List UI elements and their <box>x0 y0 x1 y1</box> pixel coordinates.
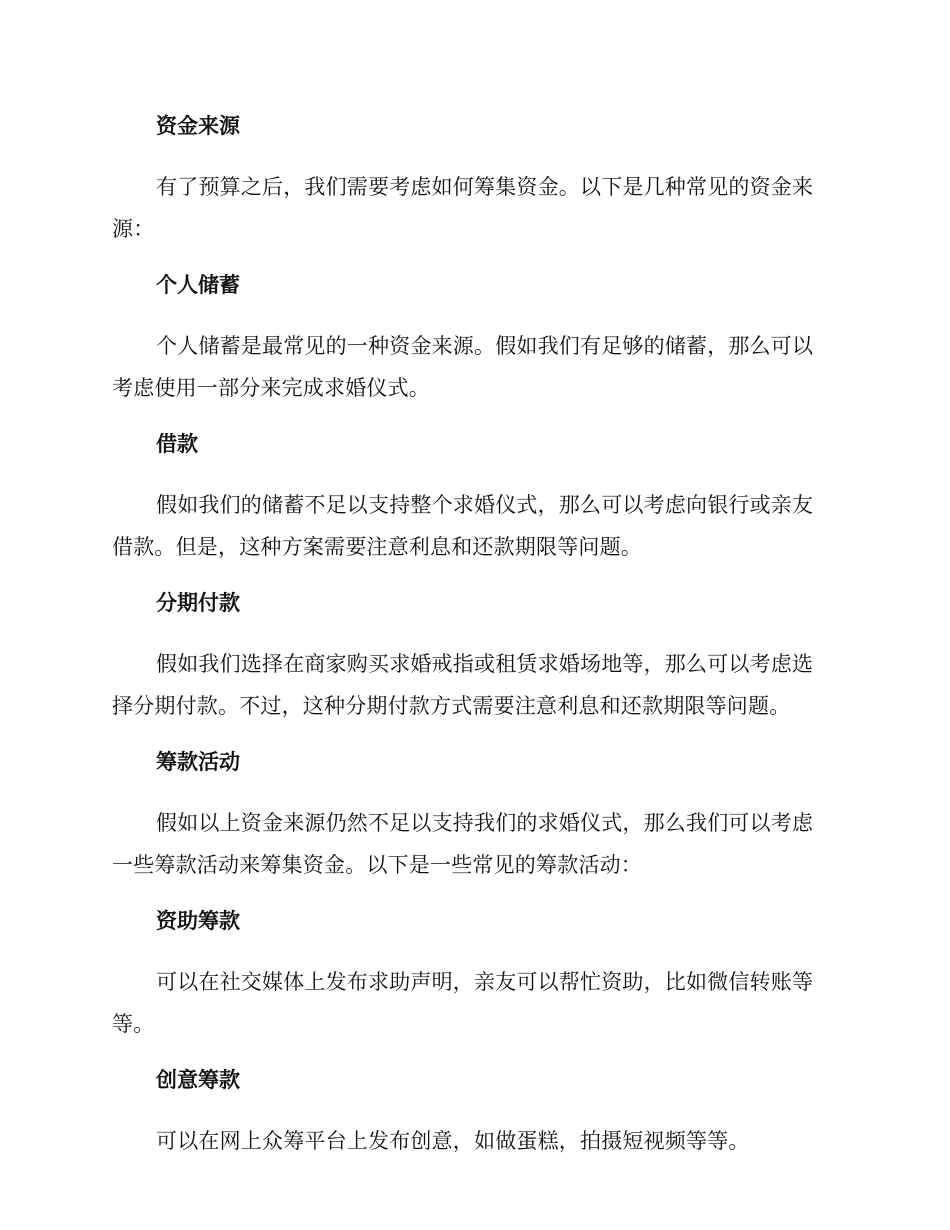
section-heading: 分期付款 <box>156 591 240 615</box>
section-fundraising <box>112 744 832 886</box>
section-heading: 资助筹款 <box>156 909 240 933</box>
section-creative <box>112 1062 832 1162</box>
section-sponsorship <box>112 903 832 1045</box>
section-paragraph: 有了预算之后，我们需要考虑如何筹集资金。以下是几种常见的资金来源： <box>112 175 814 241</box>
section-heading: 创意筹款 <box>156 1068 240 1092</box>
section-paragraph: 可以在社交媒体上发布求助声明，亲友可以帮忙资助，比如微信转账等等。 <box>112 970 814 1036</box>
section-heading: 筹款活动 <box>156 750 240 774</box>
section-loan <box>112 426 832 568</box>
section-paragraph: 个人储蓄是最常见的一种资金来源。假如我们有足够的储蓄，那么可以考虑使用一部分来完成求婚仪式。 <box>112 334 814 400</box>
section-paragraph: 假如我们选择在商家购买求婚戒指或租赁求婚场地等，那么可以考虑选择分期付款。不过，这种分期付款方式需要注意利息和还款期限等问题。 <box>112 652 814 718</box>
section-funding-sources <box>112 108 832 250</box>
section-heading: 资金来源 <box>156 114 240 138</box>
section-paragraph: 假如以上资金来源仍然不足以支持我们的求婚仪式，那么我们可以考虑一些筹款活动来筹集资金。以下是一些常见的筹款活动： <box>112 811 814 877</box>
section-installment <box>112 585 832 727</box>
section-paragraph: 假如我们的储蓄不足以支持整个求婚仪式，那么可以考虑向银行或亲友借款。但是，这种方案需要注意利息和还款期限等问题。 <box>112 493 814 559</box>
section-paragraph: 可以在网上众筹平台上发布创意，如做蛋糕，拍摄短视频等等。 <box>156 1129 750 1153</box>
section-heading: 个人储蓄 <box>156 273 240 297</box>
section-personal-savings <box>112 267 832 409</box>
section-heading: 借款 <box>156 432 198 456</box>
